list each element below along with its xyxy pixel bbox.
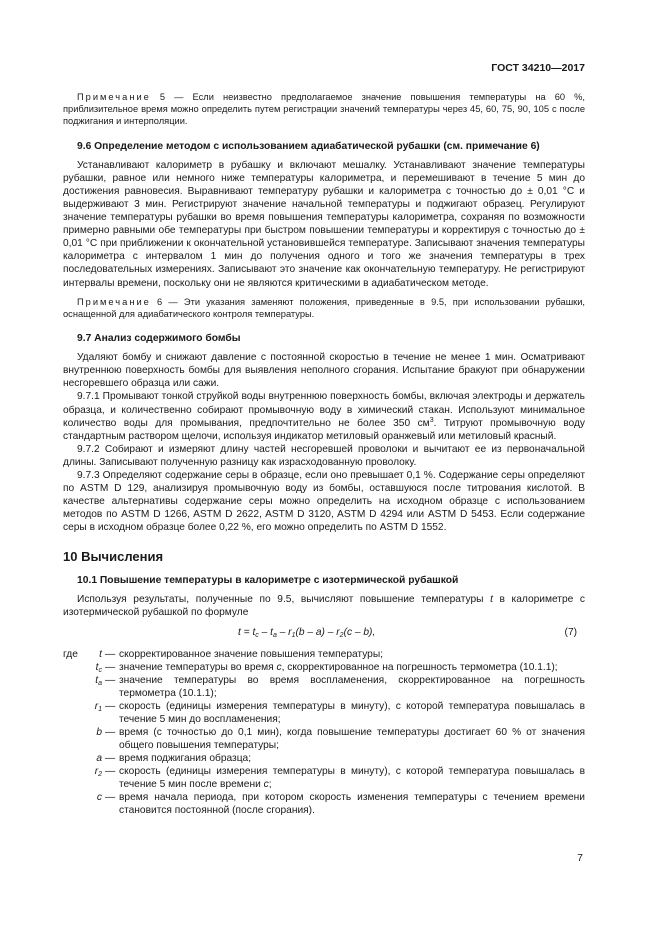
definition-r1: $r_1$ — скорость (единицы измерения температуры в минуту), с которой температура повышалась в течение 5 мин до воспламенения; — [94, 700, 585, 725]
section-9-7-2-paragraph: 9.7.2 Собирают и измеряют длину частей несгоревшей проволоки и вычитают ее из первоначальной длины. Записывают полученную разницу как израсходованную проволоку. — [63, 443, 585, 468]
definition-c: c — время начала периода, при котором скорость изменения температуры с течением времени становится постоянной (после сгорания). — [96, 791, 585, 816]
formula-7 — [63, 624, 585, 642]
section-9-6-title: 9.6 Определение методом с использованием адиабатической рубашки (см. примечание 6) — [77, 140, 540, 152]
section-10-1-title: 10.1 Повышение температуры в калориметре с изотермической рубашкой — [77, 574, 459, 586]
note-5 — [63, 91, 585, 128]
s101-t: t — [490, 593, 493, 605]
formula-expression: $t = t_c - t_a - r_1(b - a) - r_2(c - b)$, — [238, 626, 376, 639]
note-6 — [63, 296, 585, 320]
section-9-7-paragraph: Удаляют бомбу и снижают давление с постоянной скоростью в течение не менее 1 мин. Осматривают внутреннюю поверхность бомбы для выявления неполного сгорания. Испытание бракуют при обнаружении несгоревшего образца или сажи. — [63, 352, 585, 390]
standard-header: ГОСТ 34210—2017 — [491, 62, 585, 74]
definition-ta: $t_a$ — значение температуры во время воспламенения, скорректированное на погрешность термометра (10.1.1); — [95, 674, 585, 699]
s101-text-a: Используя результаты, полученные по 9.5, вычисляют повышение температуры — [77, 593, 491, 605]
section-9-6-paragraph: Устанавливают калориметр в рубашку и включают мешалку. Устанавливают значение температуры рубашки, равное или немного ниже температуры калориметра, и перемешивают в течение 5 мин до достижения равновесия. Выравнивают температуру рубашки и калориметра с точностью до ± 0,01 °С и выдерживают 3 мин. Регистрируют значение начальной температуры и поджигают образец. Регулируют значение температуры рубашки во время повышения температуры калориметра, сохраняя по возможности примерно равными обе температуры при быстром повышении температуры и корректируя с точностью до ± 0,01 °С при приближении к окончательной установившейся температуре. Записывают значения температуры калориметра с интервалом 1 мин до получения одного и того же значения температуры в трех последовательных измерениях. Записывают это значение как окончательную температуру. Не регистрируют интервалы времени, поскольку они не являются критическими в адиабатическом методе. — [63, 159, 585, 289]
definition-b: b — время (с точностью до 0,1 мин), когда повышение температуры достигает 60 % от значения общего повышения температуры; — [96, 726, 585, 751]
section-9-7-1-paragraph — [63, 390, 585, 442]
page-number: 7 — [577, 852, 583, 864]
note-5-text: 5 — Если неизвестно предполагаемое значение повышения температуры на 60 %, приблизительное время можно определить путем регистрации значений температуры через 45, 60, 75, 90, 105 с после поджигания и интерполяции. — [63, 92, 585, 127]
formula-number: (7) — [564, 626, 577, 638]
s971-text-b: . Титруют промывочную воду стандартным раствором щелочи, используя индикатор метиловый оранжевый или метиловый красный. — [63, 417, 585, 442]
section-10-title: 10 Вычисления — [63, 549, 164, 565]
definition-tc: $t_c$ — значение температуры во время c, скорректированное на погрешность термометра (10.1.1); — [95, 661, 558, 674]
section-9-7-3-paragraph: 9.7.3 Определяют содержание серы в образце, если оно превышает 0,1 %. Содержание серы определяют по ASTM D 129, анализируя промывочную воду из бомбы, оставшуюся после титрования кислотой. В качестве альтернативы содержание серы можно определить на исходном образце с использованием методов по ASTM D 1266, ASTM D 2622, ASTM D 3120, ASTM D 4294 или ASTM D 5453. Если содержание серы в исходном образце более 0,22 %, его можно определить по ASTM D 1552. — [63, 469, 585, 534]
s971-sup: 3 — [429, 416, 434, 424]
note-5-label: Примечание — [77, 92, 151, 102]
s971-text-a: 9.7.1 Промывают тонкой струйкой воды внутреннюю поверхность бомбы, включая электроды и держатель образца, и количественно собирают промывочную воду в химический стакан. Используют минимальное количество воды для промывания, предпочтительно не более 350 см — [63, 391, 585, 429]
where-label: где — [63, 648, 78, 660]
note-6-text: 6 — Эти указания заменяют положения, приведенные в 9.5, при использовании рубашки, оснащенной для адиабатического контроля температуры. — [63, 296, 585, 319]
definitions-list — [63, 648, 585, 817]
section-9-7-title: 9.7 Анализ содержимого бомбы — [77, 333, 241, 345]
note-6-label: Примечание — [77, 296, 151, 307]
definition-t: где t — скорректированное значение повышения температуры; — [63, 648, 383, 660]
s101-text-b: в калориметре с изотермической рубашкой по формуле — [63, 593, 585, 618]
definition-r2: $r_2$ — скорость (единицы измерения температуры в минуту), с которой температура повышалась в течение 5 мин после времени c; — [94, 765, 585, 790]
section-10-1-paragraph — [63, 593, 585, 619]
definition-a: a — время поджигания образца; — [96, 752, 252, 764]
page-content — [63, 91, 585, 817]
